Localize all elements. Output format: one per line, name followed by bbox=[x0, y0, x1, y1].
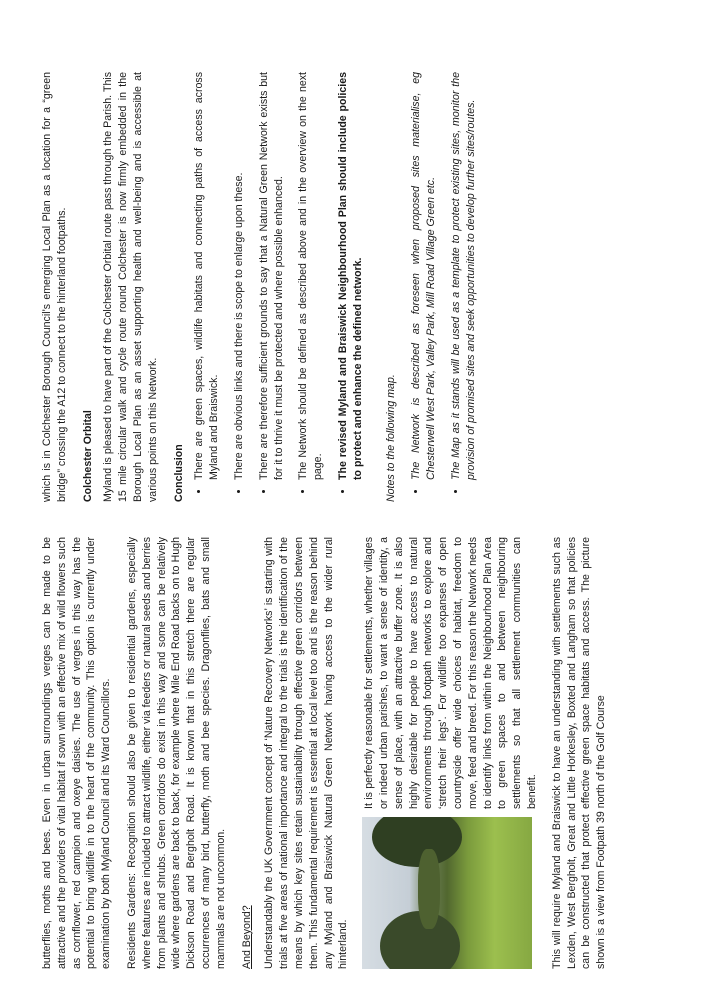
conclusion-heading: Conclusion bbox=[172, 444, 185, 502]
notes-list bbox=[409, 72, 478, 502]
orbital-paragraph: Myland is pleased to have part of the Colchester Orbital route pass through the Parish. This 15 mile circular walk and cycle route round Colchester is now firmly embedded in the Borough Local Plan as an asset supporting health and well-being and is accessible at various points on this Network. bbox=[102, 72, 159, 502]
settlements-paragraph: It is perfectly reasonable for settlements, whether villages or indeed urban parishes, to want a sense of identity, a sense of place, with an attractive buffer zone. It is also highly desirable for people to have access to natural environments through footpath networks to explore and ‘stretch their legs’. For wildlife too expanses of open countryside offer wide choices of habitat, freedom to move, feed and breed. For this reason the Network needs to identify links from within the Neighbourhood Plan Area to green spaces to and between neighbouring settlements so that all settlement communities can benefit. bbox=[363, 537, 538, 809]
right-column bbox=[40, 72, 489, 502]
conclusion-item: • The Network should be defined as described above and in the overview on the next page. bbox=[296, 72, 326, 480]
conclusion-item: • There are therefore sufficient grounds to say that a Natural Green Network exists but for it to thrive it must be protected and where possible enhanced. bbox=[257, 72, 287, 480]
photo-block bbox=[362, 537, 550, 969]
note-item: • The Map as it stands will be used as a template to protect existing sites, monitor the provision of promised sites and seek opportunities to develop further sites/routes. bbox=[449, 72, 479, 480]
conclusion-item: • There are obvious links and there is scope to enlarge upon these. bbox=[232, 72, 247, 480]
note-item: • The Network is described as foreseen when proposed sites materialise, eg Chesterwell West Park, Valley Park, Mill Road Village Green etc. bbox=[409, 72, 439, 480]
conclusion-item-policy: • The revised Myland and Braiswick Neighbourhood Plan should include policies to protect and enhance the defined network. bbox=[336, 72, 366, 480]
conclusion-list bbox=[192, 72, 365, 502]
lexden-paragraph: This will require Myland and Braiswick to have an understanding with settlements such as Lexden, West Bergholt, Great and Little Horkesley, Boxted and Langham so that policies can be constructed that protect effective green space habitats and access. The picture shown is a view from Footpath 39 north of the Golf Course bbox=[550, 537, 608, 969]
green-bridge-paragraph: which is in Colchester Borough Council’s emerging Local Plan as a location for a “green bridge” crossing the A12 to connect to the hinterland footpaths. bbox=[41, 72, 68, 502]
left-column bbox=[40, 537, 620, 969]
countryside-photo bbox=[362, 817, 532, 969]
residents-gardens-paragraph: Residents Gardens: Recognition should also be given to residential gardens, especially where features are included to attract wildlife, either via feeders or natural seeds and berries from plants and shrubs. Green corridors do exist in this way and some can be relatively wide where gardens are back to back, for example where Mile End Road backs on to Hugh Dickson Road and Bergholt Road. It is known that in this stretch there are regular occurrences of many bird, butterfly, moth and bee species. Dragonflies, bats and small mammals are not uncommon. bbox=[125, 537, 227, 969]
and-beyond-heading: And Beyond? bbox=[240, 905, 253, 969]
verges-paragraph: butterflies, moths and bees. Even in urban surroundings verges can be made to be attractive and the providers of vital habitat if sown with an effective mix of wild flowers such as cornflower, red campion and oxeye daisies. The use of verges in this way has the potential to bring wildlife in to the heart of the community. This option is currently under examination by both Myland Council and its Ward Councillors. bbox=[41, 537, 113, 969]
nature-recovery-paragraph: Understandably the UK Government concept of ‘Nature Recovery Networks’ is starting with trials at five areas of national importance and integral to the trials is the identification of the means by which key sites retain sustainability through effective green corridors between them. This fundamental requirement is essential at local level too and is the reason behind any Myland and Braiswick Natural Green Network having access to the wider rural hinterland. bbox=[263, 537, 350, 969]
conclusion-item: • There are green spaces, wildlife habitats and connecting paths of access across Myland and Braiswick. bbox=[192, 72, 222, 480]
notes-heading: Notes to the following map. bbox=[384, 374, 397, 502]
colchester-orbital-heading: Colchester Orbital bbox=[81, 410, 94, 502]
photo-side-text bbox=[362, 537, 550, 809]
